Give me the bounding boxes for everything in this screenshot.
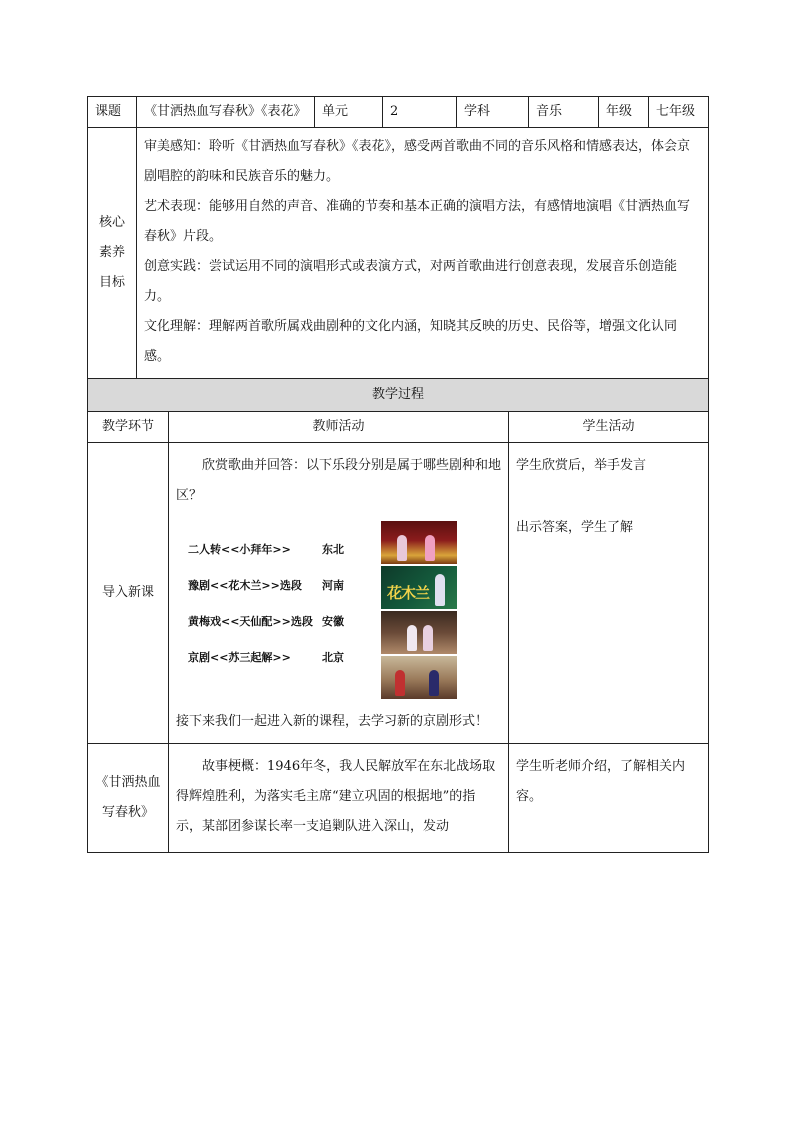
region-item-3: 安徽 [322, 615, 344, 628]
goals-content [137, 128, 709, 379]
teaching-process-table [87, 378, 709, 853]
teacher-intro-question: 欣赏歌曲并回答：以下乐段分别是属于哪些剧种和地区？ [176, 458, 502, 503]
photo-huamulan [381, 566, 457, 609]
unit-value: 2 [383, 97, 457, 128]
region-item-2: 河南 [322, 579, 344, 592]
row-intro [88, 443, 709, 744]
topic-label: 课题 [88, 97, 137, 128]
grade-label: 年级 [599, 97, 649, 128]
unit-label: 单元 [315, 97, 383, 128]
subject-label: 学科 [457, 97, 529, 128]
photo-errenzhuan [381, 521, 457, 564]
stage-intro: 导入新课 [88, 443, 169, 744]
grade-value: 七年级 [649, 97, 709, 128]
student-activity-song [509, 744, 709, 853]
teacher-activity-song [169, 744, 509, 853]
topic-value: 《甘洒热血写春秋》《表花》 [137, 97, 315, 128]
info-row [88, 97, 709, 128]
opera-item-2: 豫剧<<花木兰>>选段 [188, 579, 302, 592]
opera-item-1: 二人转<<小拜年>> [188, 543, 291, 556]
goals-label-text: 核心素养目标 [98, 215, 125, 290]
student-activity-2: 出示答案，学生了解 [516, 520, 634, 535]
photo-tianxianpei [381, 611, 457, 654]
lesson-info-table [87, 96, 709, 379]
teacher-activity-intro [169, 443, 509, 744]
stage-song-text: 《甘洒热血写春秋》 [95, 775, 161, 820]
student-activity-intro [509, 443, 709, 744]
goals-row [88, 128, 709, 379]
goals-label [88, 128, 137, 379]
teacher-intro-outro: 接下来我们一起进入新的课程，去学习新的京剧形式！ [176, 714, 489, 729]
col-student-header: 学生活动 [509, 412, 709, 443]
teacher-story-summary: 故事梗概：1946年冬，我人民解放军在东北战场取得辉煌胜利，为落实毛主席“建立巩固的根据地”的指示，某部团参谋长率一支追剿队进入深山，发动 [176, 759, 496, 834]
region-item-1: 东北 [322, 543, 344, 556]
goal-creative: 创意实践：尝试运用不同的演唱形式或表演方式，对两首歌曲进行创意表现，发展音乐创造能力。 [144, 259, 678, 304]
process-title: 教学过程 [88, 379, 709, 412]
student-activity-3: 学生听老师介绍，了解相关内容。 [516, 759, 686, 804]
process-title-row [88, 379, 709, 412]
row-song [88, 744, 709, 853]
col-teacher-header: 教师活动 [169, 412, 509, 443]
col-stage-header: 教学环节 [88, 412, 169, 443]
opera-matching-figure [176, 521, 501, 701]
opera-photos [381, 521, 457, 701]
region-item-4: 北京 [322, 651, 344, 664]
photo-susanqijie [381, 656, 457, 699]
opera-item-3: 黄梅戏<<天仙配>>选段 [188, 615, 313, 628]
opera-item-4: 京剧<<苏三起解>> [188, 651, 291, 664]
goal-expression: 艺术表现：能够用自然的声音、准确的节奏和基本正确的演唱方法，有感情地演唱《甘洒热血写春秋》片段。 [144, 199, 691, 244]
goal-aesthetic: 审美感知：聆听《甘洒热血写春秋》《表花》，感受两首歌曲不同的音乐风格和情感表达，体会京剧唱腔的韵味和民族音乐的魅力。 [144, 139, 691, 184]
subject-value: 音乐 [529, 97, 599, 128]
stage-song [88, 744, 169, 853]
process-header-row [88, 412, 709, 443]
photo-caption: 花木兰 [387, 584, 430, 602]
student-activity-1: 学生欣赏后，举手发言 [516, 458, 647, 473]
goal-culture: 文化理解：理解两首歌所属戏曲剧种的文化内涵，知晓其反映的历史、民俗等，增强文化认同感。 [144, 319, 678, 364]
